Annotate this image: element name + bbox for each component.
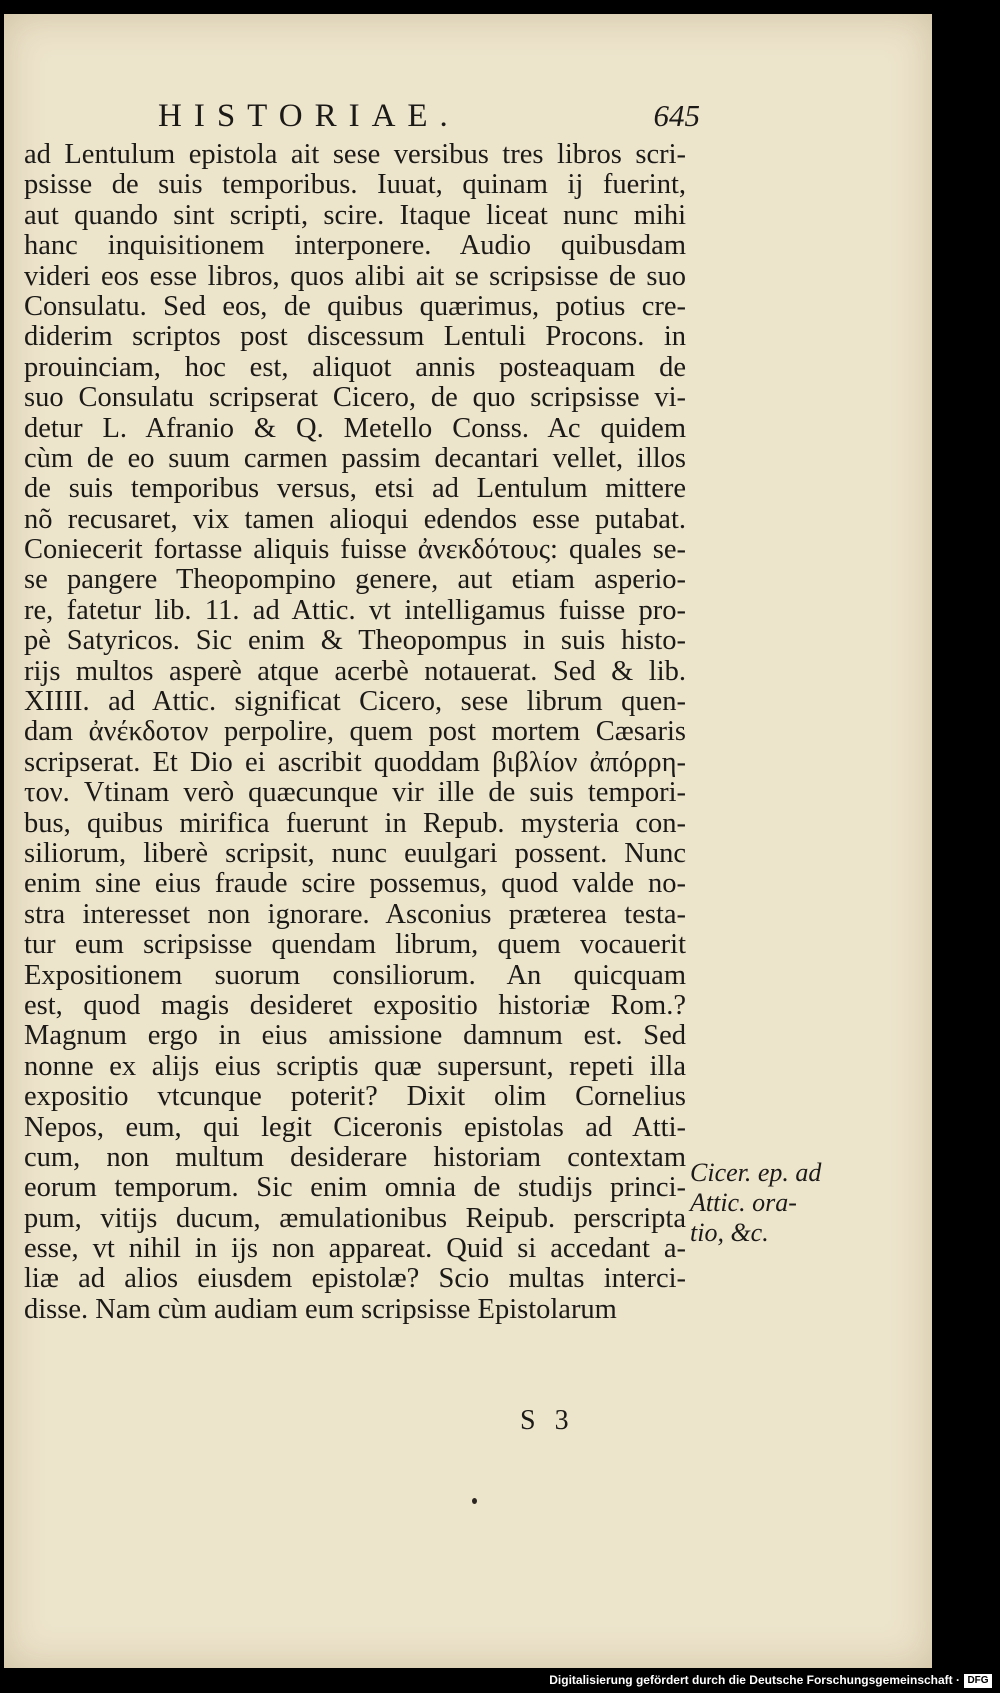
dfg-logo: DFG <box>964 1674 992 1688</box>
text-line: aut quando sint scripti, scire. Itaque liceat nunc mihi <box>24 199 686 231</box>
text-line: Coniecerit fortasse aliquis fuisse ἀνεκδότους: quales se- <box>24 534 686 566</box>
text-line: esse, vt nihil in ijs non appareat. Quid si accedant a- <box>24 1233 686 1265</box>
text-line: rijs multos asperè atque acerbè notauerat. Sed & lib. <box>24 655 686 687</box>
text-line: siliorum, liberè scripsit, nunc euulgari possent. Nunc <box>24 837 686 869</box>
page-header <box>150 98 700 142</box>
text-line: ad Lentulum epistola ait sese versibus tres libros scri- <box>24 139 686 170</box>
text-line: pum, vitijs ducum, æmulationibus Reipub. perscripta <box>24 1202 686 1234</box>
margin-note-line: tio, &c. <box>690 1218 769 1247</box>
text-line: diderim scriptos post discessum Lentuli Procons. in <box>24 321 686 353</box>
running-title: HISTORIAE. <box>158 98 460 134</box>
text-line: Nepos, eum, qui legit Ciceronis epistolas ad Atti- <box>24 1111 686 1143</box>
margin-note-line: Attic. ora- <box>690 1188 797 1217</box>
text-line: detur L. Afranio & Q. Metello Conss. Ac quidem <box>24 412 686 444</box>
text-line: stra interesset non ignorare. Asconius præterea testa- <box>24 898 686 930</box>
text-line: prouinciam, hoc est, aliquot annis posteaquam de <box>24 351 686 383</box>
text-line: hanc inquisitionem interponere. Audio quibusdam <box>24 230 686 262</box>
text-line: cum, non multum desiderare historiam contextam <box>24 1141 686 1173</box>
text-line: nõ recusaret, vix tamen alioqui edendos esse putabat. <box>24 503 686 535</box>
page-number: 645 <box>653 98 700 133</box>
text-line: disse. Nam cùm audiam eum scripsisse Epistolarum <box>24 1293 617 1325</box>
text-line: expositio vtcunque poterit? Dixit olim Cornelius <box>24 1081 686 1113</box>
text-line: liæ ad alios eiusdem epistolæ? Scio multas interci- <box>24 1263 686 1295</box>
text-line: suo Consulatu scripserat Cicero, de quo scripsisse vi- <box>24 382 686 414</box>
text-line: pè Satyricos. Sic enim & Theopompus in suis histo- <box>24 625 686 657</box>
text-line: bus, quibus mirifica fuerunt in Repub. mysteria con- <box>24 807 686 839</box>
text-line: cùm de eo suum carmen passim decantari vellet, illos <box>24 442 686 474</box>
footer-credit: Digitalisierung gefördert durch die Deutsche Forschungsgemeinschaft · <box>549 1673 960 1687</box>
text-line: Expositionem suorum consiliorum. An quicquam <box>24 959 686 991</box>
margin-note-line: Cicer. ep. ad <box>690 1158 822 1187</box>
text-line: enim sine eius fraude scire possemus, quod valde no- <box>24 868 686 900</box>
text-line: eorum temporum. Sic enim omnia de studijs princi- <box>24 1172 686 1204</box>
text-line: scripserat. Et Dio ei ascribit quoddam βιβλίον ἀπόρρη- <box>24 746 686 778</box>
text-line: τον. Vtinam verò quæcunque vir ille de suis tempori- <box>24 777 686 809</box>
text-line: tur eum scripsisse quendam librum, quem vocauerit <box>24 929 686 961</box>
text-line: de suis temporibus versus, etsi ad Lentulum mittere <box>24 473 686 505</box>
body-text <box>24 140 686 1325</box>
text-line: XIIII. ad Attic. significat Cicero, sese librum quen- <box>24 686 686 718</box>
text-line: nonne ex alijs eius scriptis quæ supersunt, repeti illa <box>24 1050 686 1082</box>
text-line: est, quod magis desideret expositio historiæ Rom.? <box>24 989 686 1021</box>
text-line: dam ἀνέκδοτον perpolire, quem post mortem Cæsaris <box>24 716 686 748</box>
text-line: re, fatetur lib. 11. ad Attic. vt intelligamus fuisse pro- <box>24 594 686 626</box>
text-line: videri eos esse libros, quos alibi ait se scripsisse de suo <box>24 260 686 292</box>
signature-mark: S 3 <box>520 1405 575 1436</box>
text-line: se pangere Theopompino genere, aut etiam asperio- <box>24 564 686 596</box>
text-line: Magnum ergo in eius amissione damnum est. Sed <box>24 1020 686 1052</box>
text-line: psisse de suis temporibus. Iuuat, quinam ij fuerint, <box>24 169 686 201</box>
text-line: Consulatu. Sed eos, de quibus quærimus, potius cre- <box>24 290 686 322</box>
footer-bar <box>0 1668 1000 1693</box>
margin-note <box>690 1158 840 1248</box>
ink-dot <box>472 1498 477 1504</box>
